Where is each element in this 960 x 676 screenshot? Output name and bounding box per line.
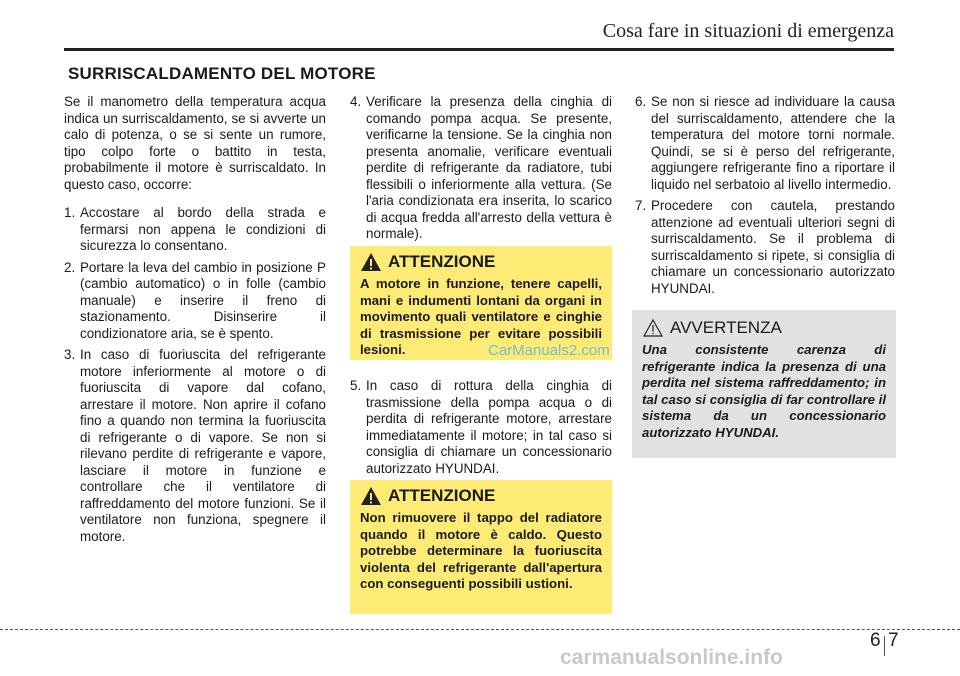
intro-paragraph: Se il manometro della temperatura acqua indica un surriscaldamento, se si avverte un calo di potenza, o se si sente un rumore, tipo colpo forte o battito in testa, probabilmente il motore è surriscaldato. In questo caso, occorre:: [64, 94, 326, 192]
section-title: SURRISCALDAMENTO DEL MOTORE: [68, 64, 376, 83]
caution-triangle-icon: [642, 318, 664, 338]
step-number: 3.: [64, 347, 76, 362]
caution-header: [642, 318, 886, 338]
warning-triangle-icon: [360, 252, 382, 272]
attention-header: [360, 252, 602, 272]
page-number: 7: [888, 630, 899, 651]
running-header-title: Cosa fare in situazioni di emergenza: [602, 20, 894, 42]
attention-text: Non rimuovere il tappo del radiatore quando il motore è caldo. Questo potrebbe determinare la fuoriuscita violenta del refrigerante dall'apertura con conseguenti possibili ustioni.: [360, 510, 602, 591]
step-text: Verificare la presenza della cinghia di comando pompa acqua. Se presente, verificarne la tensione. Se la cinghia non presenta anomalie, verificare eventuali perdite di refrigerante da radiatore, tubi flessibili o inferiormente alla vettura. (Se l'aria condizionata era inserita, lo scarico di acqua fredda all'arresto della vettura è normale).: [366, 94, 612, 241]
caution-title: AVVERTENZA: [670, 318, 782, 337]
attention-title: ATTENZIONE: [388, 252, 496, 271]
steps-list-mid: [350, 94, 612, 243]
steps-list-left: [64, 205, 326, 545]
attention-title: ATTENZIONE: [388, 486, 496, 505]
step-6: [635, 94, 895, 193]
caution-text: Una consistente carenza di refrigerante indica la presenza di una perdita nel sistema raffreddamento; in tal caso si consiglia di far controllare il sistema da un concessionario autorizzato HYUNDAI.: [642, 342, 886, 440]
attention-box-radiator-cap: [350, 480, 612, 614]
warning-triangle-icon: [360, 486, 382, 506]
left-column: [64, 94, 326, 550]
watermark-carmanuals: CarManuals2.com: [488, 342, 610, 359]
step-text: In caso di fuoriuscita del refrigerante motore inferiormente al motore o di fuoriuscita di vapore dal cofano, arrestare il motore. Non aprire il cofano fino a quando non termina la fuoriuscita di refrigerante o di vapore. Se non si rilevano perdite di refrigerante e vapore, lasciare il motore in funzione e controllare che il ventilatore di raffreddamento del motore funzioni. Se il ventilatore non funziona, spegnere il motore.: [80, 347, 326, 544]
step-text: In caso di rottura della cinghia di trasmissione della pompa acqua o di perdita di refrigerante motore, arrestare immediatamente il motore; in tal caso si consiglia di chiamare un concessionario autorizzato HYUNDAI.: [366, 378, 612, 476]
header-rule: [64, 48, 894, 51]
chapter-number: 6: [870, 630, 881, 651]
page-number-separator: [884, 636, 885, 656]
middle-column-bottom: [350, 378, 612, 482]
step-5: [350, 378, 612, 477]
step-1: [64, 205, 326, 255]
steps-list-right: [635, 94, 895, 297]
watermark-carmanualsonline: carmanualsonline.info: [560, 646, 783, 669]
step-4: [350, 94, 612, 243]
step-text: Accostare al bordo della strada e fermarsi non appena le condizioni di sicurezza lo consentano.: [80, 205, 326, 253]
right-column: [635, 94, 895, 302]
steps-list-mid-2: [350, 378, 612, 477]
step-number: 5.: [350, 378, 362, 393]
step-text: Se non si riesce ad individuare la causa del surriscaldamento, attendere che la temperatura del motore torni normale. Quindi, se si è perso del refrigerante, aggiungere refrigerante fino a riportare il liquido nel serbatoio al livello intermedio.: [651, 94, 895, 192]
step-number: 2.: [64, 259, 76, 275]
step-number: 4.: [350, 94, 362, 109]
step-number: 1.: [64, 205, 76, 220]
step-7: [635, 198, 895, 297]
step-number: 6.: [635, 94, 647, 109]
step-3: [64, 347, 326, 545]
middle-column-top: [350, 94, 612, 248]
step-number: 7.: [635, 198, 647, 213]
step-text: Portare la leva del cambio in posizione P (cambio automatico) o in folle (cambio manuale) e inserire il freno di stazionamento. Disinserire il condizionatore aria, se è spento.: [80, 259, 326, 341]
footer-rule: [0, 629, 960, 630]
caution-box: [632, 310, 896, 458]
step-text: Procedere con cautela, prestando attenzione ad eventuali ulteriori segni di surriscaldamento. Se il problema di surriscaldamento si ripete, si consiglia di chiamare un concessionario autorizzato HYUNDAI.: [651, 198, 895, 296]
attention-text: A motore in funzione, tenere capelli, mani e indumenti lontani da organi in movimento quali ventilatore e cinghie di trasmissione per evitare possibili lesioni.: [360, 276, 602, 357]
attention-header: [360, 486, 602, 506]
step-2: [64, 260, 326, 343]
